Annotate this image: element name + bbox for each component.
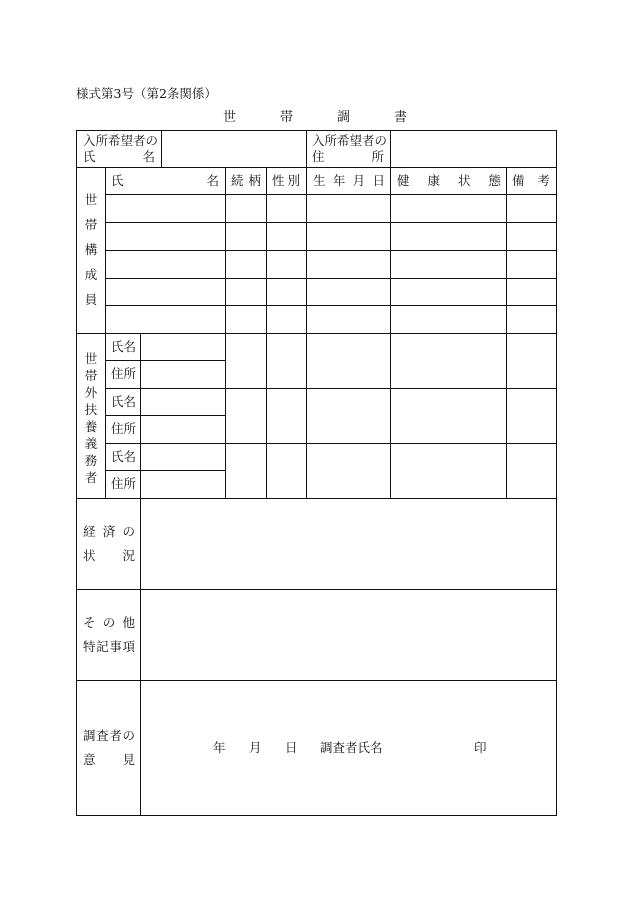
row-divider bbox=[105, 222, 556, 223]
row-divider bbox=[77, 167, 556, 168]
column-divider bbox=[140, 498, 141, 815]
economic-situation-label: 経 済 の bbox=[83, 524, 135, 539]
column-divider bbox=[390, 167, 391, 498]
column-divider bbox=[140, 333, 141, 498]
outside-name-label: 氏名 bbox=[111, 394, 137, 409]
row-divider bbox=[105, 250, 556, 251]
column-divider bbox=[306, 131, 307, 167]
row-divider bbox=[105, 443, 556, 444]
row-divider bbox=[77, 680, 556, 681]
column-header-name: 氏 名 bbox=[111, 173, 219, 188]
column-header-birth: 生 年 月 日 bbox=[313, 173, 385, 188]
date-year-label: 年 bbox=[213, 740, 226, 755]
survey-form-table bbox=[76, 130, 557, 816]
title-char: 書 bbox=[394, 110, 408, 125]
column-divider bbox=[506, 167, 507, 498]
column-header-sex: 性 別 bbox=[272, 173, 300, 188]
row-divider bbox=[105, 278, 556, 279]
economic-situation-label-2: 状 況 bbox=[83, 548, 135, 563]
investigator-opinion-label-2: 意 見 bbox=[83, 752, 135, 767]
title-char: 調 bbox=[337, 110, 351, 125]
row-divider bbox=[105, 360, 225, 361]
title-char: 世 bbox=[222, 110, 236, 125]
investigator-name-label: 調査者氏名 bbox=[320, 740, 383, 755]
outside-address-label: 住所 bbox=[111, 366, 137, 381]
row-divider bbox=[105, 194, 556, 195]
other-notes-label: そ の 他 bbox=[83, 615, 135, 630]
column-divider bbox=[105, 167, 106, 498]
investigator-opinion-label: 調 査 者 の bbox=[83, 728, 135, 743]
row-divider bbox=[105, 388, 556, 389]
column-divider bbox=[161, 131, 162, 167]
other-notes-label-2: 特 記 事 項 bbox=[83, 639, 135, 654]
applicant-name-label: 入所希望者の bbox=[83, 133, 159, 148]
document-title bbox=[0, 106, 630, 125]
form-number-label: 様式第3号（第2条関係） bbox=[76, 86, 217, 101]
outside-address-label: 住所 bbox=[111, 421, 137, 436]
seal-label: 印 bbox=[474, 740, 487, 755]
date-month-label: 月 bbox=[249, 740, 262, 755]
column-divider bbox=[266, 167, 267, 498]
applicant-name-label-2: 氏 名 bbox=[83, 149, 155, 164]
outside-address-label: 住所 bbox=[111, 476, 137, 491]
applicant-address-label: 入所希望者の bbox=[312, 133, 388, 148]
row-divider bbox=[77, 498, 556, 499]
row-divider bbox=[77, 333, 556, 334]
outside-name-label: 氏名 bbox=[111, 339, 137, 354]
row-divider bbox=[105, 305, 556, 306]
title-char: 帯 bbox=[279, 110, 293, 125]
column-header-relation: 続 柄 bbox=[231, 173, 261, 188]
column-header-remarks: 備 考 bbox=[512, 173, 550, 188]
household-members-label: 世 帯 構 成 員 bbox=[84, 192, 98, 307]
outside-name-label: 氏名 bbox=[111, 449, 137, 464]
column-header-health: 健 康 状 態 bbox=[397, 173, 501, 188]
column-divider bbox=[390, 131, 391, 167]
row-divider bbox=[105, 470, 225, 471]
outside-supporters-label: 世 帯 外 扶 養 義 務 者 bbox=[84, 351, 98, 485]
date-day-label: 日 bbox=[285, 740, 298, 755]
column-divider bbox=[306, 167, 307, 498]
row-divider bbox=[105, 415, 225, 416]
applicant-address-label-2: 住 所 bbox=[312, 149, 384, 164]
column-divider bbox=[225, 167, 226, 498]
row-divider bbox=[77, 589, 556, 590]
